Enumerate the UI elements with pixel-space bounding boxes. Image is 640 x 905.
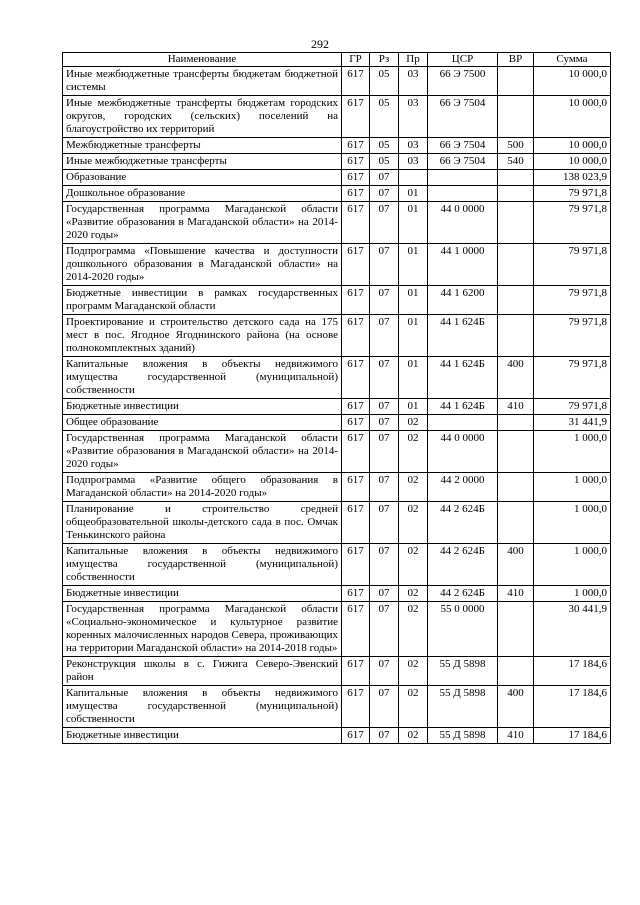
cell-sum: 1 000,0 bbox=[534, 473, 611, 502]
cell-csr: 55 0 0000 bbox=[428, 602, 498, 657]
cell-sum: 1 000,0 bbox=[534, 502, 611, 544]
cell-vr bbox=[498, 602, 534, 657]
cell-rz: 07 bbox=[370, 728, 399, 744]
cell-csr: 66 Э 7504 bbox=[428, 138, 498, 154]
cell-gr: 617 bbox=[342, 544, 370, 586]
cell-csr: 44 2 624Б bbox=[428, 544, 498, 586]
cell-gr: 617 bbox=[342, 202, 370, 244]
cell-rz: 07 bbox=[370, 357, 399, 399]
cell-sum: 10 000,0 bbox=[534, 96, 611, 138]
cell-gr: 617 bbox=[342, 415, 370, 431]
cell-sum: 1 000,0 bbox=[534, 586, 611, 602]
cell-csr: 44 1 624Б bbox=[428, 357, 498, 399]
cell-csr: 44 0 0000 bbox=[428, 431, 498, 473]
cell-rz: 07 bbox=[370, 473, 399, 502]
cell-name: Иные межбюджетные трансферты bbox=[63, 154, 342, 170]
cell-name: Бюджетные инвестиции в рамках государственных программ Магаданской области bbox=[63, 286, 342, 315]
table-row bbox=[63, 186, 611, 202]
page-number: 292 bbox=[311, 37, 329, 51]
cell-rz: 07 bbox=[370, 431, 399, 473]
cell-gr: 617 bbox=[342, 315, 370, 357]
cell-name: Общее образование bbox=[63, 415, 342, 431]
cell-gr: 617 bbox=[342, 244, 370, 286]
cell-name: Капитальные вложения в объекты недвижимого имущества государственной (муниципальной) собственности bbox=[63, 357, 342, 399]
cell-pr: 03 bbox=[399, 96, 428, 138]
cell-csr: 55 Д 5898 bbox=[428, 728, 498, 744]
cell-name: Иные межбюджетные трансферты бюджетам бюджетной системы bbox=[63, 67, 342, 96]
cell-rz: 07 bbox=[370, 202, 399, 244]
cell-name: Государственная программа Магаданской области «Социально-экономическое и культурное развитие коренных малочисленных народов Севера, проживающих на территории Магаданской области» на 2014-2018 годы» bbox=[63, 602, 342, 657]
cell-rz: 07 bbox=[370, 544, 399, 586]
cell-pr: 01 bbox=[399, 399, 428, 415]
cell-pr: 03 bbox=[399, 67, 428, 96]
cell-name: Дошкольное образование bbox=[63, 186, 342, 202]
cell-sum: 17 184,6 bbox=[534, 686, 611, 728]
cell-sum: 10 000,0 bbox=[534, 138, 611, 154]
cell-pr: 02 bbox=[399, 657, 428, 686]
header-vr: ВР bbox=[498, 53, 534, 67]
cell-sum: 79 971,8 bbox=[534, 186, 611, 202]
cell-gr: 617 bbox=[342, 586, 370, 602]
cell-pr: 01 bbox=[399, 357, 428, 399]
cell-sum: 79 971,8 bbox=[534, 315, 611, 357]
cell-csr: 66 Э 7500 bbox=[428, 67, 498, 96]
table-row bbox=[63, 96, 611, 138]
cell-csr: 66 Э 7504 bbox=[428, 154, 498, 170]
cell-gr: 617 bbox=[342, 728, 370, 744]
cell-pr: 02 bbox=[399, 431, 428, 473]
table-row bbox=[63, 728, 611, 744]
cell-pr: 01 bbox=[399, 244, 428, 286]
cell-name: Планирование и строительство средней общеобразовательной школы-детского сада в пос. Омчак Тенькинского района bbox=[63, 502, 342, 544]
cell-pr: 03 bbox=[399, 138, 428, 154]
cell-vr bbox=[498, 170, 534, 186]
table-row bbox=[63, 244, 611, 286]
cell-pr: 01 bbox=[399, 202, 428, 244]
table-row bbox=[63, 154, 611, 170]
cell-name: Бюджетные инвестиции bbox=[63, 586, 342, 602]
cell-csr: 44 1 624Б bbox=[428, 315, 498, 357]
cell-vr: 540 bbox=[498, 154, 534, 170]
cell-vr bbox=[498, 67, 534, 96]
cell-vr bbox=[498, 431, 534, 473]
cell-gr: 617 bbox=[342, 286, 370, 315]
cell-pr: 01 bbox=[399, 186, 428, 202]
cell-rz: 07 bbox=[370, 286, 399, 315]
cell-gr: 617 bbox=[342, 138, 370, 154]
table-row bbox=[63, 202, 611, 244]
cell-sum: 1 000,0 bbox=[534, 431, 611, 473]
cell-rz: 07 bbox=[370, 186, 399, 202]
cell-gr: 617 bbox=[342, 186, 370, 202]
cell-gr: 617 bbox=[342, 657, 370, 686]
table-row bbox=[63, 399, 611, 415]
cell-gr: 617 bbox=[342, 399, 370, 415]
cell-vr bbox=[498, 415, 534, 431]
cell-sum: 10 000,0 bbox=[534, 67, 611, 96]
cell-sum: 30 441,9 bbox=[534, 602, 611, 657]
cell-pr: 02 bbox=[399, 544, 428, 586]
cell-pr: 03 bbox=[399, 154, 428, 170]
cell-csr bbox=[428, 186, 498, 202]
cell-vr bbox=[498, 657, 534, 686]
cell-rz: 07 bbox=[370, 399, 399, 415]
cell-sum: 31 441,9 bbox=[534, 415, 611, 431]
header-csr: ЦСР bbox=[428, 53, 498, 67]
cell-name: Капитальные вложения в объекты недвижимого имущества государственной (муниципальной) собственности bbox=[63, 686, 342, 728]
cell-rz: 05 bbox=[370, 67, 399, 96]
cell-vr bbox=[498, 286, 534, 315]
cell-name: Образование bbox=[63, 170, 342, 186]
cell-pr: 02 bbox=[399, 502, 428, 544]
cell-csr: 44 1 0000 bbox=[428, 244, 498, 286]
cell-rz: 07 bbox=[370, 315, 399, 357]
cell-vr bbox=[498, 473, 534, 502]
cell-csr: 66 Э 7504 bbox=[428, 96, 498, 138]
cell-pr: 02 bbox=[399, 602, 428, 657]
cell-name: Государственная программа Магаданской области «Развитие образования в Магаданской области» на 2014-2020 годы» bbox=[63, 431, 342, 473]
cell-pr: 01 bbox=[399, 315, 428, 357]
cell-name: Подпрограмма «Повышение качества и доступности дошкольного образования в Магаданской области» на 2014-2020 годы» bbox=[63, 244, 342, 286]
cell-csr: 55 Д 5898 bbox=[428, 686, 498, 728]
table-row bbox=[63, 657, 611, 686]
cell-csr: 44 0 0000 bbox=[428, 202, 498, 244]
cell-gr: 617 bbox=[342, 686, 370, 728]
cell-csr: 44 1 624Б bbox=[428, 399, 498, 415]
cell-name: Иные межбюджетные трансферты бюджетам городских округов, городских (сельских) поселений на благоустройство их территорий bbox=[63, 96, 342, 138]
cell-pr: 02 bbox=[399, 728, 428, 744]
cell-csr: 44 2 624Б bbox=[428, 586, 498, 602]
header-name: Наименование bbox=[63, 53, 342, 67]
cell-csr bbox=[428, 170, 498, 186]
cell-rz: 05 bbox=[370, 154, 399, 170]
cell-gr: 617 bbox=[342, 357, 370, 399]
header-rz: Рз bbox=[370, 53, 399, 67]
cell-rz: 07 bbox=[370, 415, 399, 431]
cell-vr bbox=[498, 502, 534, 544]
cell-csr: 44 1 6200 bbox=[428, 286, 498, 315]
cell-pr: 02 bbox=[399, 415, 428, 431]
cell-name: Проектирование и строительство детского сада на 175 мест в пос. Ягодное Ягоднинского района (на основе полнокомплектных зданий) bbox=[63, 315, 342, 357]
cell-vr bbox=[498, 202, 534, 244]
table-row bbox=[63, 415, 611, 431]
cell-sum: 79 971,8 bbox=[534, 244, 611, 286]
cell-gr: 617 bbox=[342, 502, 370, 544]
cell-pr bbox=[399, 170, 428, 186]
cell-vr bbox=[498, 315, 534, 357]
cell-sum: 138 023,9 bbox=[534, 170, 611, 186]
cell-pr: 02 bbox=[399, 473, 428, 502]
table-row bbox=[63, 686, 611, 728]
header-gr: ГР bbox=[342, 53, 370, 67]
cell-csr bbox=[428, 415, 498, 431]
cell-vr: 410 bbox=[498, 728, 534, 744]
cell-name: Бюджетные инвестиции bbox=[63, 399, 342, 415]
cell-vr: 400 bbox=[498, 357, 534, 399]
cell-vr: 410 bbox=[498, 586, 534, 602]
cell-sum: 79 971,8 bbox=[534, 286, 611, 315]
table-row bbox=[63, 544, 611, 586]
cell-gr: 617 bbox=[342, 431, 370, 473]
cell-pr: 01 bbox=[399, 286, 428, 315]
cell-rz: 07 bbox=[370, 686, 399, 728]
cell-gr: 617 bbox=[342, 67, 370, 96]
header-pr: Пр bbox=[399, 53, 428, 67]
cell-rz: 05 bbox=[370, 138, 399, 154]
cell-name: Реконструкция школы в с. Гижига Северо-Эвенский район bbox=[63, 657, 342, 686]
table-row bbox=[63, 357, 611, 399]
cell-vr: 410 bbox=[498, 399, 534, 415]
cell-rz: 05 bbox=[370, 96, 399, 138]
cell-pr: 02 bbox=[399, 686, 428, 728]
budget-table bbox=[62, 52, 611, 744]
cell-gr: 617 bbox=[342, 154, 370, 170]
cell-gr: 617 bbox=[342, 170, 370, 186]
table-row bbox=[63, 67, 611, 96]
cell-vr: 500 bbox=[498, 138, 534, 154]
cell-csr: 55 Д 5898 bbox=[428, 657, 498, 686]
cell-name: Межбюджетные трансферты bbox=[63, 138, 342, 154]
cell-sum: 17 184,6 bbox=[534, 728, 611, 744]
table-row bbox=[63, 502, 611, 544]
table-row bbox=[63, 602, 611, 657]
cell-gr: 617 bbox=[342, 602, 370, 657]
cell-rz: 07 bbox=[370, 657, 399, 686]
cell-sum: 10 000,0 bbox=[534, 154, 611, 170]
table-header-row bbox=[63, 53, 611, 67]
table-row bbox=[63, 431, 611, 473]
cell-sum: 17 184,6 bbox=[534, 657, 611, 686]
cell-rz: 07 bbox=[370, 602, 399, 657]
cell-rz: 07 bbox=[370, 244, 399, 286]
cell-sum: 1 000,0 bbox=[534, 544, 611, 586]
cell-pr: 02 bbox=[399, 586, 428, 602]
cell-name: Подпрограмма «Развитие общего образования в Магаданской области» на 2014-2020 годы» bbox=[63, 473, 342, 502]
cell-vr bbox=[498, 96, 534, 138]
cell-sum: 79 971,8 bbox=[534, 357, 611, 399]
header-sum: Сумма bbox=[534, 53, 611, 67]
cell-sum: 79 971,8 bbox=[534, 399, 611, 415]
cell-name: Государственная программа Магаданской области «Развитие образования в Магаданской области» на 2014-2020 годы» bbox=[63, 202, 342, 244]
cell-csr: 44 2 624Б bbox=[428, 502, 498, 544]
cell-rz: 07 bbox=[370, 586, 399, 602]
cell-name: Бюджетные инвестиции bbox=[63, 728, 342, 744]
table-row bbox=[63, 170, 611, 186]
cell-vr bbox=[498, 244, 534, 286]
cell-sum: 79 971,8 bbox=[534, 202, 611, 244]
table-row bbox=[63, 286, 611, 315]
cell-csr: 44 2 0000 bbox=[428, 473, 498, 502]
table-row bbox=[63, 315, 611, 357]
cell-rz: 07 bbox=[370, 170, 399, 186]
table-row bbox=[63, 473, 611, 502]
cell-rz: 07 bbox=[370, 502, 399, 544]
cell-name: Капитальные вложения в объекты недвижимого имущества государственной (муниципальной) собственности bbox=[63, 544, 342, 586]
table-row bbox=[63, 138, 611, 154]
cell-vr: 400 bbox=[498, 544, 534, 586]
cell-vr bbox=[498, 186, 534, 202]
cell-gr: 617 bbox=[342, 473, 370, 502]
cell-gr: 617 bbox=[342, 96, 370, 138]
table-row bbox=[63, 586, 611, 602]
cell-vr: 400 bbox=[498, 686, 534, 728]
